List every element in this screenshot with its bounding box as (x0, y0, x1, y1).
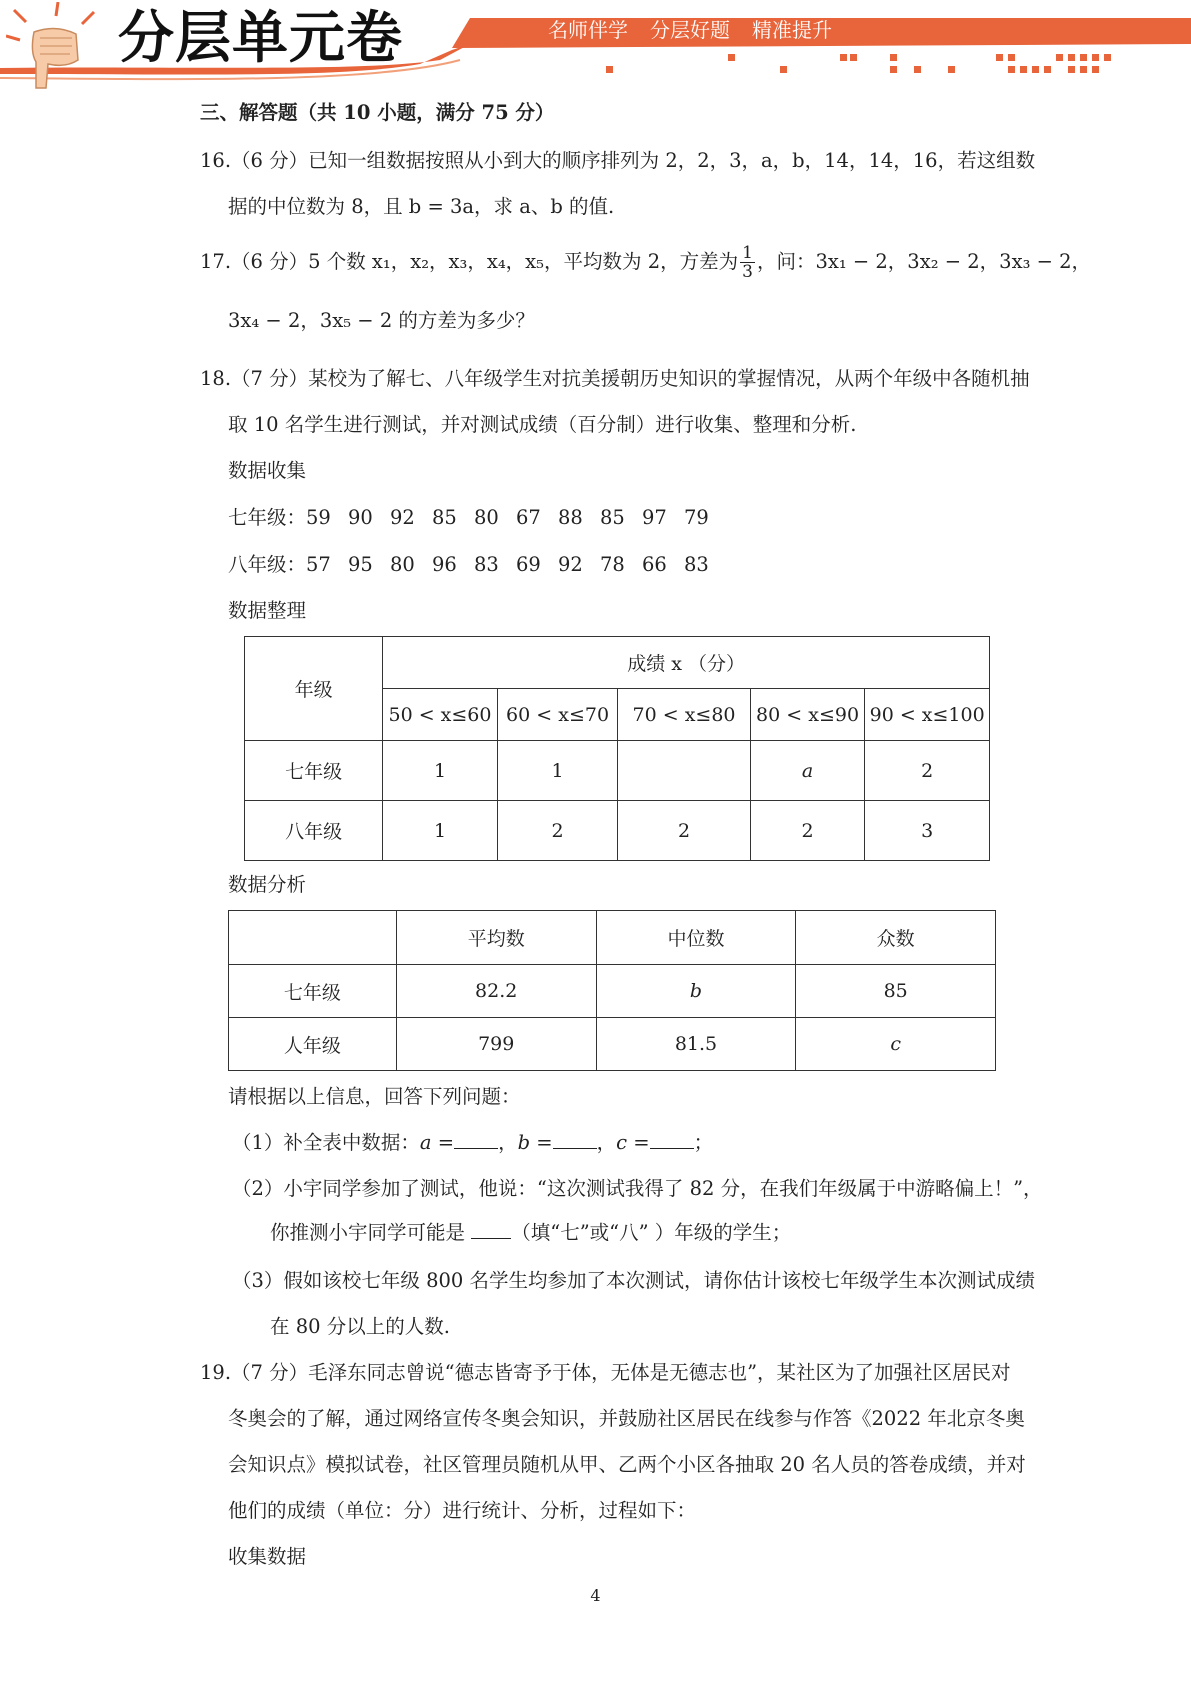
score-value: 67 (516, 506, 541, 529)
statistics-table (228, 910, 996, 1071)
sub1-c-label: c = (616, 1131, 650, 1154)
sub2-text-b: （填“七”或“八” ）年级的学生； (511, 1221, 792, 1244)
brand-title: 分层单元卷 (118, 6, 403, 71)
table2-cell: 799 (396, 1018, 596, 1071)
answer-blank-b[interactable] (553, 1130, 597, 1149)
score-value: 69 (516, 553, 541, 576)
table1-row-label: 八年级 (245, 801, 383, 861)
table2-col-header: 中位数 (596, 911, 796, 965)
table2-col-header (229, 911, 397, 965)
table2-cell: 85 (796, 965, 996, 1018)
q18-sub3-line2: 在 80 分以上的人数. (270, 1315, 450, 1338)
table1-cell: a (750, 741, 865, 801)
frac-numerator: 1 (742, 243, 753, 263)
table1-cell: 2 (618, 801, 750, 861)
q18-sub1: （1）补全表中数据：a = ，b = ，c = ； (232, 1131, 714, 1154)
score-value: 66 (642, 553, 667, 576)
table2-col-header: 众数 (796, 911, 996, 965)
table-row (229, 965, 996, 1018)
score-value: 80 (474, 506, 499, 529)
sub1-prefix: （1）补全表中数据： (232, 1131, 420, 1154)
score-value: 78 (600, 553, 625, 576)
score-value: 80 (390, 553, 415, 576)
score-value: 92 (390, 506, 415, 529)
score-value: 97 (642, 506, 667, 529)
score-value: 85 (600, 506, 625, 529)
table1-cell: 1 (497, 741, 618, 801)
tagline-2: 分层好题 (650, 18, 730, 42)
table1-col-header: 70 < x≤80 (618, 689, 750, 741)
score-value: 59 (306, 506, 331, 529)
score-value: 92 (558, 553, 583, 576)
sub1-a-label: a = (419, 1131, 455, 1154)
q18-analysis-title: 数据分析 (228, 873, 307, 896)
table2-cell: c (796, 1018, 996, 1071)
table2-row-label: 七年级 (229, 965, 397, 1018)
table2-row-label: 人年级 (229, 1018, 397, 1071)
table2-cell: 82.2 (396, 965, 596, 1018)
q18-organize-title: 数据整理 (228, 599, 307, 622)
tagline-3: 精准提升 (752, 18, 832, 42)
table-row (229, 1018, 996, 1071)
page-header (0, 0, 1191, 92)
q19-collect-title: 收集数据 (228, 1545, 307, 1568)
q17-line1 (200, 244, 1091, 281)
q19-line2: 冬奥会的了解，通过网络宣传冬奥会知识，并鼓励社区居民在线参与作答《2022 年北京冬奥 (228, 1407, 1025, 1430)
tagline-1: 名师伴学 (548, 18, 628, 42)
q18-collect-title: 数据收集 (228, 459, 307, 482)
q16-line1: 16.（6 分）已知一组数据按照从小到大的顺序排列为 2，2，3，a，b，14，14，16，若这组数 (200, 149, 1036, 172)
table1-col-header: 90 < x≤100 (865, 689, 990, 741)
table2-col-header: 平均数 (396, 911, 596, 965)
score-value: 90 (348, 506, 373, 529)
table1-cell: 3 (865, 801, 990, 861)
q18-prompt: 请根据以上信息，回答下列问题： (228, 1085, 521, 1108)
table1-cell: 2 (865, 741, 990, 801)
score-distribution-table (244, 636, 990, 861)
q18-sub3-line1: （3）假如该校七年级 800 名学生均参加了本次测试，请你估计该校七年级学生本次测试成绩 (232, 1269, 1036, 1292)
table1-row-header: 年级 (245, 637, 383, 741)
answer-blank-grade[interactable] (471, 1220, 511, 1239)
q19-line1: 19.（7 分）毛泽东同志曾说“德志皆寄予于体，无体是无德志也”，某社区为了加强社区居民对 (200, 1361, 1011, 1384)
grade7-label: 七年级： (228, 506, 307, 529)
score-value: 85 (432, 506, 457, 529)
table2-cell: 81.5 (596, 1018, 796, 1071)
table1-cell: 1 (383, 801, 498, 861)
sub1-end: ； (693, 1131, 714, 1154)
answer-blank-c[interactable] (650, 1130, 694, 1149)
q17-suffix: ，问：3x₁ − 2，3x₂ − 2，3x₃ − 2， (756, 250, 1092, 273)
score-value: 95 (348, 553, 373, 576)
table1-col-group: 成绩 x （分） (383, 637, 990, 689)
table1-cell: 1 (383, 741, 498, 801)
grade7-scores (228, 503, 726, 533)
fist-icon (6, 2, 106, 90)
table1-cell: 2 (750, 801, 865, 861)
table2-cell: b (596, 965, 796, 1018)
grade8-label: 八年级： (228, 553, 307, 576)
grade8-scores (228, 550, 726, 580)
q17-fraction (740, 244, 755, 281)
section-title: 三、解答题（共 10 小题，满分 75 分） (200, 101, 555, 124)
table1-cell: 2 (497, 801, 618, 861)
score-value: 96 (432, 553, 457, 576)
table1-row-label: 七年级 (245, 741, 383, 801)
q17-line2: 3x₄ − 2，3x₅ − 2 的方差为多少？ (228, 309, 535, 332)
sub1-b-label: b = (517, 1131, 553, 1154)
table-row (245, 741, 990, 801)
table1-col-header: 80 < x≤90 (750, 689, 865, 741)
q18-line2: 取 10 名学生进行测试，并对测试成绩（百分制）进行收集、整理和分析. (228, 413, 857, 436)
table1-col-header: 60 < x≤70 (497, 689, 618, 741)
score-value: 57 (306, 553, 331, 576)
q18-sub2-line1: （2）小宇同学参加了测试，他说：“这次测试我得了 82 分，在我们年级属于中游略偏上！”， (232, 1177, 1043, 1200)
q16-line2: 据的中位数为 8，且 b = 3a，求 a、b 的值. (228, 195, 615, 218)
score-value: 79 (684, 506, 709, 529)
score-value: 83 (684, 553, 709, 576)
q19-line4: 他们的成绩（单位：分）进行统计、分析，过程如下： (228, 1499, 697, 1522)
table1-cell (618, 741, 750, 801)
sub2-text-a: 你推测小宇同学可能是 (270, 1221, 466, 1244)
frac-denominator: 3 (742, 262, 753, 282)
header-tagline (548, 14, 854, 43)
table1-col-header: 50 < x≤60 (383, 689, 498, 741)
q18-sub2-line2 (270, 1218, 791, 1248)
q18-line1: 18.（7 分）某校为了解七、八年级学生对抗美援朝历史知识的掌握情况，从两个年级中各随机抽 (200, 367, 1030, 390)
answer-blank-a[interactable] (454, 1130, 498, 1149)
page-number: 4 (590, 1586, 601, 1605)
grade8-score-list (306, 553, 726, 576)
score-value: 83 (474, 553, 499, 576)
grade7-score-list (306, 506, 726, 529)
score-value: 88 (558, 506, 583, 529)
table-row (245, 801, 990, 861)
q17-prefix: 17.（6 分）5 个数 x₁，x₂，x₃，x₄，x₅，平均数为 2，方差为 (200, 250, 739, 273)
q19-line3: 会知识点》模拟试卷，社区管理员随机从甲、乙两个小区各抽取 20 名人员的答卷成绩，并对 (228, 1453, 1026, 1476)
